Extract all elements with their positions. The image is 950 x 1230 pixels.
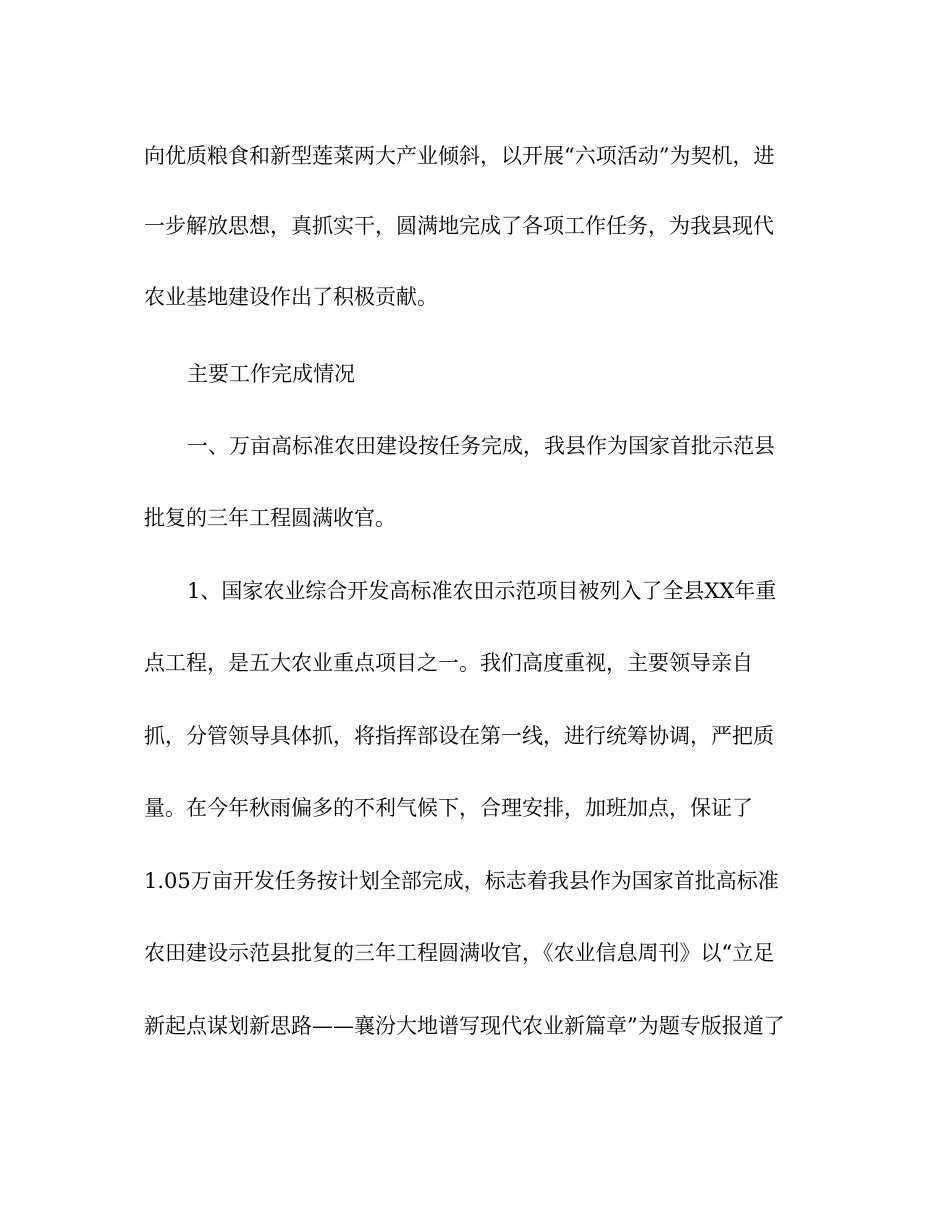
text-line-13: 新起点谋划新思路——襄汾大地谱写现代农业新篇章”为题专版报道了 — [144, 1014, 785, 1038]
text-line-3: 农业基地建设作出了积极贡献。 — [144, 285, 438, 309]
text-line-7: 1、国家农业综合开发高标准农田示范项目被列入了全县XX年重 — [187, 579, 777, 603]
text-line-9: 抓，分管领导具体抓，将指挥部设在第一线，进行统筹协调，严把质 — [144, 724, 774, 748]
text-line-11: 1.05万亩开发任务按计划全部完成，标志着我县作为国家首批高标准 — [144, 869, 779, 893]
text-line-6: 批复的三年工程圆满收官。 — [144, 506, 396, 530]
text-line-8: 点工程，是五大农业重点项目之一。我们高度重视，主要领导亲自 — [144, 651, 753, 675]
text-line-12: 农田建设示范县批复的三年工程圆满收官，《农业信息周刊》以“立足 — [144, 941, 775, 965]
text-line-5: 一、万亩高标准农田建设按任务完成，我县作为国家首批示范县 — [187, 434, 775, 458]
text-line-1: 向优质粮食和新型莲菜两大产业倾斜，以开展“六项活动”为契机，进 — [144, 144, 775, 168]
section-heading: 主要工作完成情况 — [187, 362, 355, 386]
text-line-10: 量。在今年秋雨偏多的不利气候下，合理安排，加班加点，保证了 — [144, 796, 753, 820]
text-line-2: 一步解放思想，真抓实干，圆满地完成了各项工作任务，为我县现代 — [144, 214, 774, 238]
